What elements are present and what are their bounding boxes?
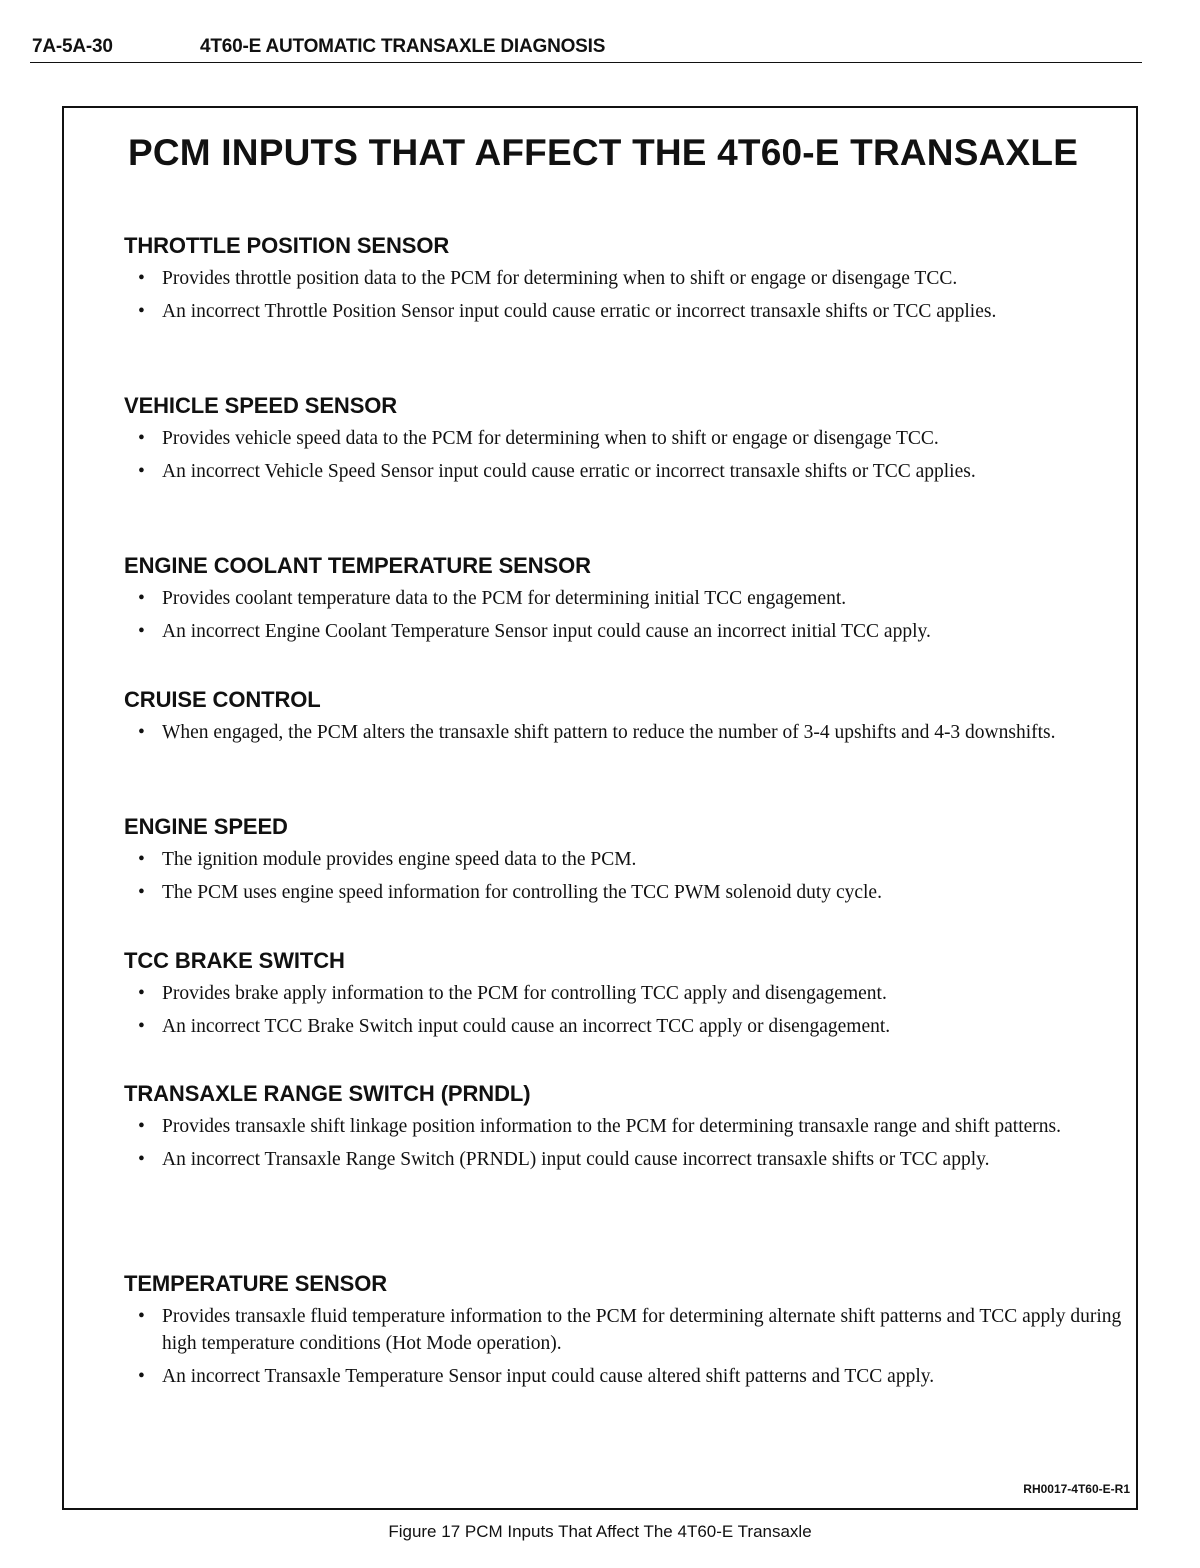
list-item-text: When engaged, the PCM alters the transaxle shift pattern to reduce the number of 3-4 upshifts and 4-3 downshifts. — [162, 722, 1056, 743]
list-item-text: An incorrect Vehicle Speed Sensor input could cause erratic or incorrect transaxle shifts or TCC applies. — [162, 461, 976, 482]
list-item — [124, 1113, 1092, 1140]
list-item-text: The ignition module provides engine speed data to the PCM. — [162, 849, 637, 870]
section-heading: TEMPERATURE SENSOR — [124, 1271, 388, 1296]
list-item — [124, 980, 1122, 1007]
list-item-text: Provides vehicle speed data to the PCM for determining when to shift or engage or disengage TCC. — [162, 428, 939, 449]
bullet-icon: • — [138, 1116, 145, 1137]
section-vehicle-speed-sensor — [124, 393, 1104, 491]
section-heading: TCC BRAKE SWITCH — [124, 948, 345, 973]
section-engine-speed — [124, 814, 1104, 912]
list-item — [124, 1146, 1072, 1173]
list-item-text: An incorrect TCC Brake Switch input could cause an incorrect TCC apply or disengagement. — [162, 1016, 891, 1037]
bullet-list — [124, 585, 1104, 645]
section-cruise-control — [124, 687, 1104, 752]
bullet-list — [124, 1303, 1122, 1390]
bullet-list — [124, 265, 1104, 325]
list-item — [124, 585, 1122, 612]
bullet-icon: • — [138, 301, 145, 322]
bullet-list — [124, 1113, 1104, 1173]
bullet-icon: • — [138, 983, 145, 1004]
section-tcc-brake-switch — [124, 948, 1104, 1046]
bullet-icon: • — [138, 1016, 145, 1037]
section-heading: TRANSAXLE RANGE SWITCH (PRNDL) — [124, 1081, 531, 1106]
bullet-list — [124, 846, 1104, 906]
bullet-icon: • — [138, 621, 145, 642]
list-item — [124, 298, 1052, 325]
bullet-icon: • — [138, 1149, 145, 1170]
section-engine-coolant-temperature-sensor — [124, 553, 1104, 651]
bullet-list — [124, 980, 1104, 1040]
section-heading: ENGINE COOLANT TEMPERATURE SENSOR — [124, 553, 591, 578]
reference-code: RH0017-4T60-E-R1 — [1023, 1482, 1130, 1496]
list-item-text: The PCM uses engine speed information for controlling the TCC PWM solenoid duty cycle. — [162, 882, 882, 903]
list-item — [124, 1303, 1122, 1357]
bullet-icon: • — [138, 461, 145, 482]
list-item — [124, 846, 1122, 873]
bullet-icon: • — [138, 428, 145, 449]
list-item — [124, 265, 1122, 292]
list-item — [124, 879, 1122, 906]
list-item — [124, 458, 1082, 485]
bullet-icon: • — [138, 849, 145, 870]
bullet-icon: • — [138, 882, 145, 903]
list-item-text: An incorrect Engine Coolant Temperature Sensor input could cause an incorrect initial TCC apply. — [162, 621, 931, 642]
page-number: 7A-5A-30 — [32, 36, 113, 57]
list-item — [124, 1013, 1122, 1040]
list-item-text: Provides brake apply information to the PCM for controlling TCC apply and disengagement. — [162, 983, 887, 1004]
bullet-list — [124, 425, 1104, 485]
section-throttle-position-sensor — [124, 233, 1104, 331]
bullet-icon: • — [138, 1366, 145, 1387]
figure-caption: Figure 17 PCM Inputs That Affect The 4T60-E Transaxle — [388, 1522, 812, 1541]
list-item-text: An incorrect Transaxle Range Switch (PRNDL) input could cause incorrect transaxle shifts or TCC apply. — [162, 1149, 990, 1170]
section-heading: THROTTLE POSITION SENSOR — [124, 233, 450, 258]
list-item — [124, 1363, 1122, 1390]
section-heading: CRUISE CONTROL — [124, 687, 321, 712]
list-item — [124, 719, 1112, 746]
list-item — [124, 425, 1122, 452]
bullet-icon: • — [138, 1306, 145, 1327]
list-item — [124, 618, 1122, 645]
section-heading: VEHICLE SPEED SENSOR — [124, 393, 398, 418]
list-item-text: An incorrect Transaxle Temperature Sensor input could cause altered shift patterns and TCC apply. — [162, 1366, 935, 1387]
bullet-icon: • — [138, 268, 145, 289]
bullet-icon: • — [138, 722, 145, 743]
main-title: PCM INPUTS THAT AFFECT THE 4T60-E TRANSAXLE — [128, 132, 1079, 173]
section-temperature-sensor — [124, 1271, 1122, 1396]
list-item-text: An incorrect Throttle Position Sensor input could cause erratic or incorrect transaxle shifts or TCC applies. — [162, 301, 997, 322]
bullet-list — [124, 719, 1104, 746]
list-item-text: Provides throttle position data to the PCM for determining when to shift or engage or disengage TCC. — [162, 268, 958, 289]
section-transaxle-range-switch — [124, 1081, 1104, 1179]
list-item-text: Provides coolant temperature data to the PCM for determining initial TCC engagement. — [162, 588, 847, 609]
list-item-text: Provides transaxle fluid temperature information to the PCM for determining alternate shift patterns and TCC apply during high temperature conditions (Hot Mode operation). — [162, 1306, 1122, 1354]
section-heading: ENGINE SPEED — [124, 814, 288, 839]
header-title: 4T60-E AUTOMATIC TRANSAXLE DIAGNOSIS — [200, 36, 606, 57]
bullet-icon: • — [138, 588, 145, 609]
list-item-text: Provides transaxle shift linkage position information to the PCM for determining transaxle range and shift patterns. — [162, 1116, 1061, 1137]
header-rule — [30, 62, 1142, 63]
